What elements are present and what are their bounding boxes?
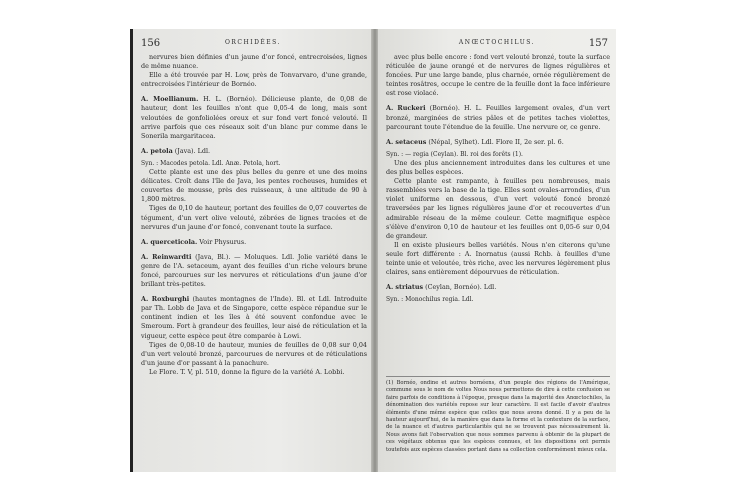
species-name: A. petola [141, 146, 173, 155]
body-paragraph [141, 71, 367, 89]
paragraph-text: nervures bien définies d'un jaune d'or foncé, entrecroisées, lignes de même nuance. [141, 53, 367, 71]
left-page [133, 29, 373, 472]
body-paragraph [386, 53, 610, 98]
species-entry [141, 147, 367, 156]
right-page-number: 157 [588, 38, 608, 49]
species-name: A. striatus [386, 283, 424, 292]
paragraph-text: avec plus belle encore : fond vert velouté bronzé, toute la surface réticulée de jaune orangé et de nervures de lignes régulières et foncées. Pur une large bande, plus charnée, ornée régulièrement de teintes rosâtres, occupe le centre de la feuille dont la face inférieure est rose violacé. [386, 53, 610, 98]
paragraph-text: H. L. (Bornéo). Délicieuse plante, de 0,08 de hauteur, dont les feuilles n'ont que 0,05-4 de long, mais sont veloutées de gonfoliolées oreux et sur fond vert foncé velouté. Il arrive parfois que ces réseaux soit d'un blanc pur comme dans le Sonerila margaritacea. [141, 95, 367, 140]
body-paragraph [386, 159, 610, 177]
paragraph-text: Une des plus anciennement introduites dans les cultures et une des plus belles espèces. [386, 158, 610, 177]
paragraph-text: Cette plante est rampante, à feuilles peu nombreuses, mais rassemblées vers la base de la tige. Elles sont ovales-arrondies, d'un violet uniforme en dessous, d'un vert velouté foncé bronzé traversées par les lignes régulières jaune d'or et recouvertes d'un admirable réseau de la même couleur. Cette magnifique espèce s'élève d'environ 0,10 de hauteur et les feuilles ont 0,05-6 sur 0,04 de grandeur. [386, 177, 610, 240]
paragraph-text: Cette plante est une des plus belles du genre et une des moins délicates. Croît dans l'île de Java, les pentes rocheuses, humides et couvertes de mousse, près des ruisseaux, à une altitude de 90 à 1,800 mètres. [141, 168, 367, 204]
body-paragraph [141, 168, 367, 204]
paragraph-text: (Népal, Sylhet). Ldl. Flore II, 2e ser. pl. 6. [426, 137, 564, 146]
book-spread [131, 29, 616, 472]
paragraph-text: Syn. : Monochilus regia. Ldl. [386, 296, 474, 304]
right-page [378, 29, 616, 472]
species-name: A. Ruckeri [386, 104, 426, 113]
species-entry [386, 104, 610, 131]
paragraph-text: Elle a été trouvée par H. Low, près de Tonvarvaro, d'une grande, entrecroisées l'intérieur de Bornéo. [141, 71, 367, 89]
body-paragraph [141, 204, 367, 231]
synonym-line [386, 150, 610, 159]
paragraph-text: (Java, Bl.). — Moluques. Ldl. Jolie variété dans le genre de l'A. setaceum, ayant des feuilles d'un riche velours brune foncé, parcourues sur les nervures et réticulations d'un jaune d'or brillant très-petites. [141, 252, 367, 289]
left-page-body [141, 53, 367, 377]
species-entry [386, 283, 610, 292]
footnote-text: (1) Bornéo, ondine et autres bornéens, d'un peuple des régions de l'Amérique, commune sous le nom de voltes Nous nous permettons de dire à cette confusion se faire parfois de conditions à l'époque, presque dans la majorité des Anœctochiles, la dénomination des variétés repose sur leur caractère. Il est facile d'avoir d'autres éléments d'une même espèce que celles que nous avons donné. Il y a peu de la hauteur aujourd'hui, de la manière que dans la forme et la contexture de la surface, de la nuance et d'autres particularités qui ne se trouvent pas nécessairement là. Nous avons fait l'observation que nous sommes parvenu à obtenir de la plupart de ces végétaux obtenus que les espèces connues, et les dispositions ont permis toutefois aux espèces classées portant dans sa collection conformément mieux cela. [386, 379, 610, 453]
species-name: A. setaceus [386, 137, 427, 146]
left-page-header [141, 38, 365, 52]
synonym-line [386, 295, 610, 304]
species-entry [141, 95, 367, 140]
right-page-body [386, 53, 610, 304]
species-entry [141, 253, 367, 289]
right-running-head: ANŒCTOCHILUS. [458, 39, 536, 46]
body-paragraph [141, 53, 367, 71]
body-paragraph [386, 177, 610, 241]
paragraph-text: Le Flore. T. V, pl. 510, donne la figure de la variété A. Lobbi. [149, 367, 345, 376]
synonym-line [141, 159, 367, 168]
left-running-head: ORCHIDÉES. [224, 39, 281, 46]
paragraph-text: (Bornéo). H. L. Feuilles largement ovales, d'un vert bronzé, marginées de stries pâles et de petites taches violettes, parcourant toute l'étendue de la feuille. Une nervure or, ce genre. [386, 104, 610, 131]
species-entry [141, 238, 367, 247]
paragraph-text: Voir Physurus. [197, 237, 247, 246]
paragraph-text: Tiges de 0,10 de hauteur, portant des feuilles de 0,07 couvertes de tégument, d'un vert olive velouté, zébrées de lignes tracées et de nervures d'un jaune d'or foncé, convenant toute la surface. [141, 204, 367, 231]
left-page-number: 156 [141, 38, 161, 49]
paragraph-text: (Java). Ldl. [172, 146, 211, 155]
paragraph-text: Syn. : Macodes petola. Ldl. Anæ. Petola, hort. [141, 159, 281, 167]
body-paragraph [386, 241, 610, 277]
paragraph-text: Il en existe plusieurs belles variétés. Nous n'en citerons qu'une seule fort différente : A. Inornatus (aussi Rchb. à feuilles d'une teinte unie et veloutée, très riche, avec les nervures légèrement plus claires, sans entièrement dépourvues de réticulation. [386, 240, 610, 277]
right-page-footnote [386, 376, 610, 454]
right-page-header [386, 38, 608, 52]
species-entry [386, 138, 610, 147]
species-entry [141, 295, 367, 340]
paragraph-text: (Ceylan, Bornéo). Ldl. [423, 283, 497, 292]
paragraph-text: Syn. : — regia (Ceylan). Bl. roi des forêts (1). [386, 150, 523, 158]
species-name: A. Moellianum. [141, 95, 199, 104]
body-paragraph [141, 341, 367, 368]
species-name: A. querceticola. [141, 237, 198, 246]
body-paragraph [141, 368, 367, 377]
paragraph-text: Tiges de 0,08-10 de hauteur, munies de feuilles de 0,08 sur 0,04 d'un vert velouté bronzé, parcourues de nervures et de réticulations d'un jaune d'or passant à la panachure. [141, 340, 367, 367]
paragraph-text: (hautes montagnes de l'Inde). Bl. et Ldl. Introduite par Th. Lobb de Java et de Singapore, cette espèce répandue sur le continent indien et les îles à été souvent confondue avec le Smeroum. Fort à grandeur des feuilles, leur aisé de réticulation et la vigueur, cette espèce peut être comparée à Lowi. [141, 295, 367, 340]
species-name: A. Roxburghi [141, 295, 190, 304]
species-name: A. Reinwardti [141, 252, 192, 261]
page-edge-shadow [130, 29, 133, 472]
